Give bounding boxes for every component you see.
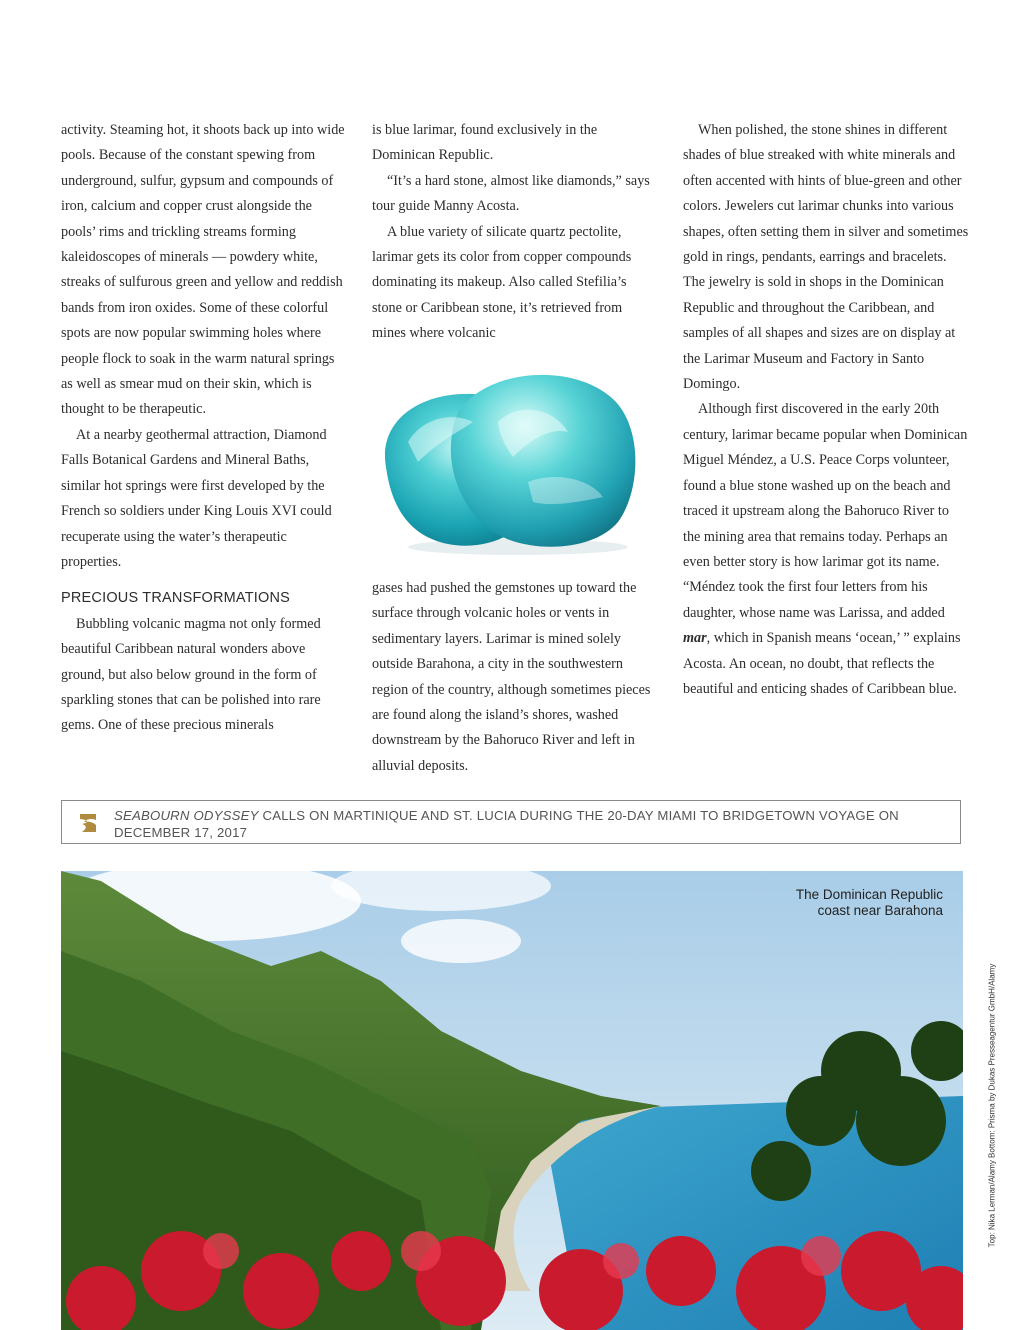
paragraph: gases had pushed the gemstones up toward the surface through volcanic holes or vents in sedimentary layers. Larimar is mined solely outside Barahona, a city in the southwestern region of the country, although sometimes pieces are found along the island’s shores, washed downstream by the Bahoruco River and left in alluvial deposits.	[372, 580, 651, 774]
paragraph: activity. Steaming hot, it shoots back up into wide pools. Because of the constant spewing from underground, sulfur, gypsum and compounds of iron, calcium and copper crust alongside the pools’ rims and trickling streams forming kaleidoscopes of minerals — powdery white, streaks of sulfurous green and yellow and reddish bands from iron oxides. Some of these colorful spots are now popular swimming holes where people flock to soak in the warm natural springs as well as smear mud on their skin, which is thought to be therapeutic.	[61, 122, 345, 418]
photo-caption	[683, 887, 943, 919]
banner-body: CALLS ON MARTINIQUE AND ST. LUCIA DURING THE 20-DAY MIAMI TO BRIDGETOWN VOYAGE ON DECEMBER 17, 2017	[114, 808, 899, 840]
seabourn-logo-icon	[78, 811, 100, 835]
larimar-stone-image	[378, 362, 646, 558]
paragraph-text: Although first discovered in the early 20th century, larimar became popular when Dominican Miguel Méndez, a U.S. Peace Corps volunteer, found a blue stone washed up on the beach and traced it upstream along the Bahoruco River to the mining area that remains today. Perhaps an even better story is how larimar got its name. “Méndez took the first four letters from his daughter, whose name was Larissa, and added	[683, 401, 968, 621]
paragraph: At a nearby geothermal attraction, Diamond Falls Botanical Gardens and Mineral Baths, similar hot springs were first developed by the French so soldiers under King Louis XVI could recuperate using the water’s therapeutic properties.	[61, 426, 332, 570]
paragraph: “It’s a hard stone, almost like diamonds,” says tour guide Manny Acosta.	[372, 172, 650, 215]
paragraph: When polished, the stone shines in different shades of blue streaked with white minerals and often accented with hints of blue-green and other colors. Jewelers cut larimar chunks into various shapes, often setting them in silver and sometimes gold in rings, pendants, earrings and bracelets. The jewelry is sold in shops in the Dominican Republic and throughout the Caribbean, and samples of all shapes and sizes are on display at the Larimar Museum and Factory in Santo Domingo.	[683, 122, 969, 393]
article-column-right	[683, 118, 969, 702]
article-column-middle-top	[372, 118, 658, 347]
article-column-left	[61, 118, 347, 739]
voyage-banner	[61, 800, 961, 844]
photo-credit-text: Top: Nika Lerman/Alamy Bottom: Prisma by Dukas Presseagentur GmbH/Alamy	[987, 963, 997, 1248]
banner-text	[114, 807, 944, 841]
caption-line: The Dominican Republic	[795, 887, 943, 902]
coast-scene-image	[61, 871, 963, 1330]
section-heading: PRECIOUS TRANSFORMATIONS	[61, 590, 291, 607]
paragraph-text: , which in Spanish means ‘ocean,’ ” explains Acosta. An ocean, no doubt, that reflects the beautiful and enticing shades of Caribbean blue.	[683, 630, 961, 697]
paragraph: Bubbling volcanic magma not only formed beautiful Caribbean natural wonders above ground, but also below ground in the form of sparkling stones that can be polished into rare gems. One of these precious minerals	[61, 615, 321, 734]
paragraph: is blue larimar, found exclusively in the Dominican Republic.	[372, 122, 598, 164]
paragraph: A blue variety of silicate quartz pectolite, larimar gets its color from copper compounds dominating its makeup. Also called Stefilia’s stone or Caribbean stone, it’s retrieved from mines where volcanic	[372, 223, 632, 342]
article-column-middle-bottom	[372, 576, 658, 779]
caption-line: coast near Barahona	[817, 903, 943, 918]
barahona-coast-photo	[61, 871, 963, 1330]
ship-name: SEABOURN ODYSSEY	[114, 808, 259, 823]
emphasis-word: mar	[683, 630, 707, 647]
photo-credit	[985, 948, 999, 1268]
paragraph	[683, 397, 969, 702]
